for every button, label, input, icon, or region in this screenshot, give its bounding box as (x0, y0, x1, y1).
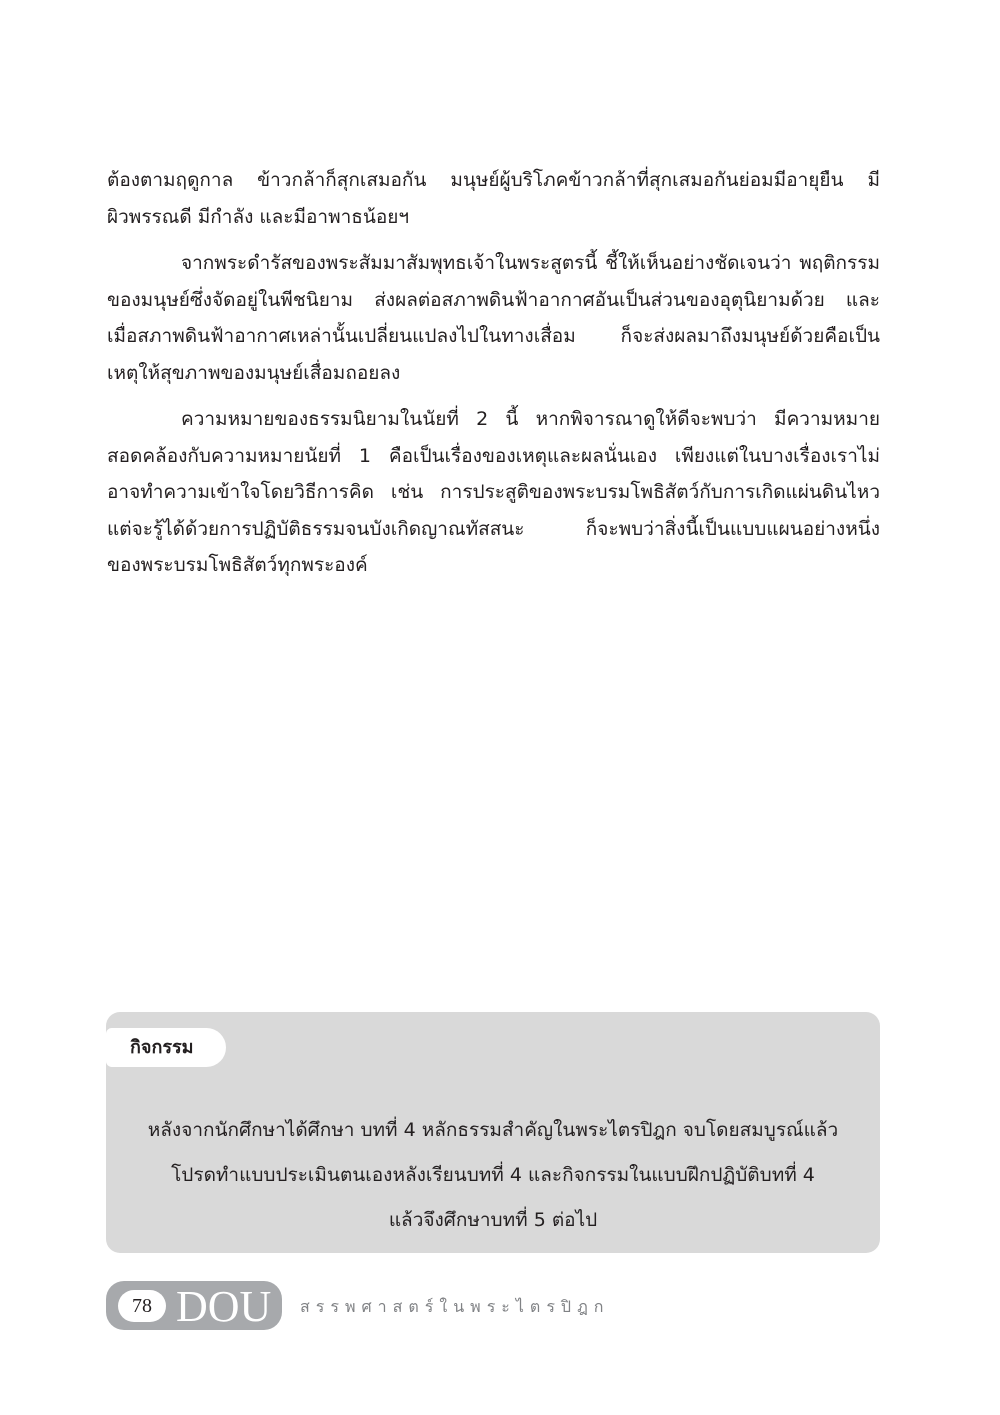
text-line: ผิวพรรณดี มีกำลัง และมีอาพาธน้อยฯ (107, 205, 410, 228)
text-line: อาจทำความเข้าใจโดยวิธีการคิด เช่น การประสูติของพระบรมโพธิสัตว์กับการเกิดแผ่นดินไหว (107, 481, 880, 503)
paragraph-2 (107, 245, 880, 391)
text-line: ของพระบรมโพธิสัตว์ทุกพระองค์ (107, 554, 368, 576)
text-line: แต่จะรู้ได้ด้วยการปฏิบัติธรรมจนบังเกิดญาณทัสสนะ ก็จะพบว่าสิ่งนี้เป็นแบบแผนอย่างหนึ่ง (107, 517, 880, 540)
text-line: ของมนุษย์ซึ่งจัดอยู่ในพีชนิยาม ส่งผลต่อสภาพดินฟ้าอากาศอันเป็นส่วนของอุตุนิยามด้วย และ (107, 288, 880, 311)
text-line: เมื่อสภาพดินฟ้าอากาศเหล่านั้นเปลี่ยนแปลงไปในทางเสื่อม ก็จะส่งผลมาถึงมนุษย์ด้วยคือเป็น (107, 325, 880, 347)
activity-line: โปรดทำแบบประเมินตนเองหลังเรียนบทที่ 4 และกิจกรรมในแบบฝึกปฏิบัติบทที่ 4 (171, 1164, 815, 1186)
body-text (107, 162, 880, 584)
text-line: ต้องตามฤดูกาล ข้าวกล้าก็สุกเสมอกัน มนุษย์ผู้บริโภคข้าวกล้าที่สุกเสมอกันย่อมมีอายุยืน มี (107, 169, 880, 191)
text-line: จากพระดำรัสของพระสัมมาสัมพุทธเจ้าในพระสูตรนี้ ชี้ให้เห็นอย่างชัดเจนว่า พฤติกรรม (181, 252, 880, 274)
page-number: 78 (118, 1290, 166, 1322)
paragraph-3 (107, 401, 880, 584)
activity-box (106, 1012, 880, 1253)
text-line: เหตุให้สุขภาพของมนุษย์เสื่อมถอยลง (107, 361, 401, 384)
activity-line: หลังจากนักศึกษาได้ศึกษา บทที่ 4 หลักธรรมสำคัญในพระไตรปิฎก จบโดยสมบูรณ์แล้ว (147, 1119, 839, 1141)
book-title: สรรพศาสตร์ในพระไตรปิฎก (300, 1297, 610, 1316)
text-line: ความหมายของธรรมนิยามในนัยที่ 2 นี้ หากพิจารณาดูให้ดีจะพบว่า มีความหมาย (181, 408, 880, 430)
activity-line: แล้วจึงศึกษาบทที่ 5 ต่อไป (388, 1209, 598, 1231)
dou-logo: DOU (176, 1282, 272, 1331)
paragraph-1 (107, 162, 880, 235)
text-line: สอดคล้องกับความหมายนัยที่ 1 คือเป็นเรื่องของเหตุและผลนั่นเอง เพียงแต่ในบางเรื่องเราไม่ (107, 444, 880, 467)
activity-label: กิจกรรม (106, 1028, 226, 1067)
activity-instructions (126, 1108, 860, 1243)
footer-badge (106, 1281, 282, 1330)
